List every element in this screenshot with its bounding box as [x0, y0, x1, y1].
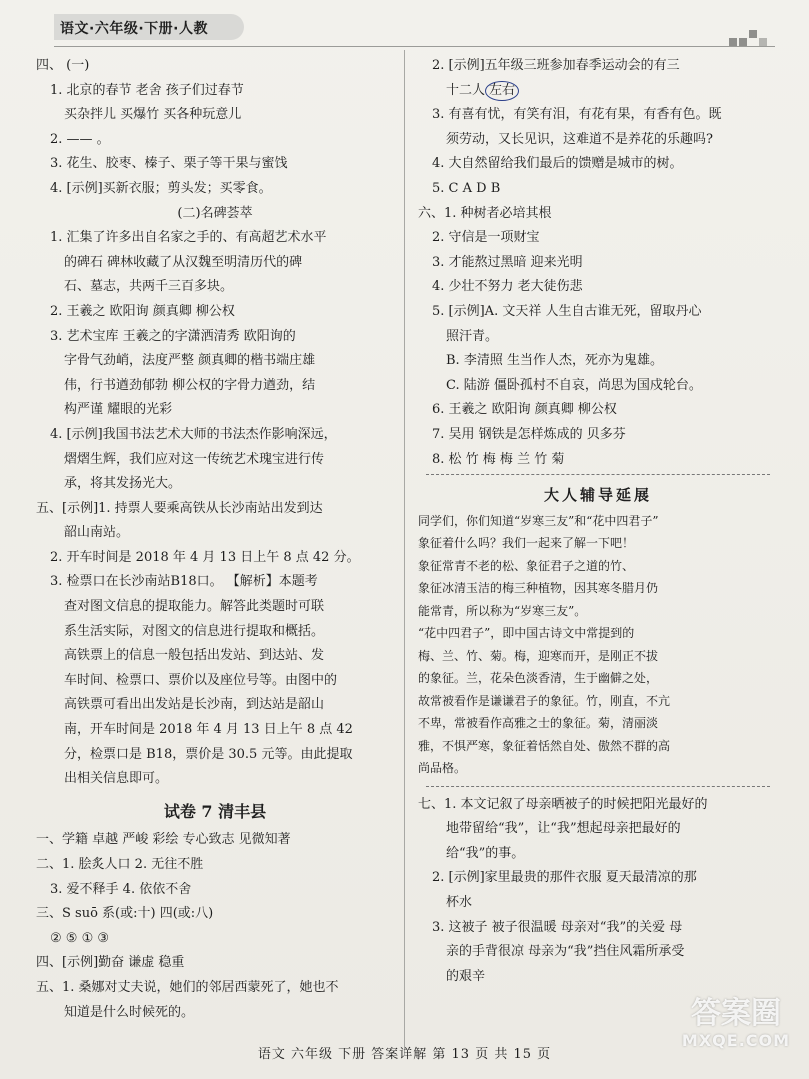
- extension-line: 象征着什么吗？我们一起来了解一下吧！: [418, 536, 635, 551]
- answer-line: 四、[示例]勤奋 谦虚 稳重: [36, 955, 185, 971]
- answer-line: 出相关信息即可。: [64, 771, 169, 787]
- extension-text: [418, 510, 778, 780]
- answer-line: 一、学籍 卓越 严峻 彩绘 专心致志 见微知著: [36, 832, 291, 848]
- answer-line: B. 李清照 生当作人杰，死亦为鬼雄。: [446, 353, 663, 369]
- answer-line: 高铁票可看出出发站是长沙南，到达站是韶山: [64, 697, 325, 713]
- extension-line: 梅、兰、竹、菊。梅，迎寒而开，是刚正不拔: [418, 648, 659, 663]
- answer-line: 3. 花生、胶枣、榛子、栗子等干果与蜜饯: [50, 156, 288, 172]
- answer-line: 7. 吴用 钢铁是怎样炼成的 贝多芬: [432, 426, 626, 442]
- answer-line: 的艰辛: [446, 968, 486, 984]
- left-column: [36, 54, 394, 1025]
- right-answers: [418, 54, 778, 472]
- header-rule: [54, 46, 775, 47]
- answer-line: 2. [示例]五年级三班参加春季运动会的有三: [432, 58, 680, 73]
- circled-word: 左右: [485, 81, 519, 101]
- answer-line: 车时间、检票口、票价以及座位号等。由图中的: [64, 672, 338, 688]
- answer-line: 地带留给“我”，让“我”想起母亲把最好的: [446, 821, 681, 837]
- answer-line: 买杂拌儿 买爆竹 买各种玩意儿: [64, 107, 242, 123]
- extension-line: 象征常青不老的松、象征君子之道的竹、: [418, 558, 635, 573]
- answer-line: 高铁票上的信息一般包括出发站、到达站、发: [64, 648, 325, 664]
- answer-line: 六、1. 种树者必培其根: [418, 205, 552, 221]
- answer-line: 4. 大自然留给我们最后的馈赠是城市的树。: [432, 156, 683, 172]
- answer-line: 1. 北京的春节 老舍 孩子们过春节: [50, 82, 244, 98]
- answer-line: 分，检票口是 B18，票价是 30.5 元等。由此提取: [64, 746, 353, 762]
- answer-line: 五、[示例]1. 持票人要乘高铁从长沙南站出发到达: [36, 500, 323, 516]
- extension-line: 的象征。兰，花朵色淡香清，生于幽僻之处，: [418, 671, 659, 686]
- answer-line: 构严谨 耀眼的光彩: [64, 402, 173, 418]
- answer-line: 七、1. 本文记叙了母亲晒被子的时候把阳光最好的: [418, 796, 708, 812]
- answer-line: 三、S suō 系(或:十) 四(或:八): [36, 906, 214, 922]
- answer-line: 伟，行书遒劲郁勃 柳公权的字骨力遒劲，结: [64, 377, 316, 393]
- extension-line: 象征冰清玉洁的梅三种植物，因其寒冬腊月仍: [418, 581, 659, 596]
- extension-line: 同学们，你们知道“岁寒三友”和“花中四君子”: [418, 513, 659, 528]
- answer-line: 3. 有喜有忧，有笑有泪，有花有果，有香有色。既: [432, 107, 722, 123]
- answer-line: 照汗青。: [446, 328, 499, 344]
- answer-line: 承，将其发扬光大。: [64, 476, 182, 492]
- answer-line: 4. [示例]买新衣服；剪头发；买零食。: [50, 180, 272, 196]
- answer-line: (二)名碑荟萃: [177, 205, 253, 221]
- answer-line: 2. 开车时间是 2018 年 4 月 13 日上午 8 点 42 分。: [50, 549, 360, 565]
- answer-line: 3. 检票口在长沙南站B18口。 【解析】本题考: [50, 574, 318, 590]
- answer-line: 6. 王羲之 欧阳询 颜真卿 柳公权: [432, 402, 617, 418]
- extension-heading: 大人辅导延展: [543, 486, 652, 505]
- answer-line: 1. 汇集了许多出自名家之手的、有高超艺术水平: [50, 230, 327, 246]
- column-divider: [404, 50, 405, 1055]
- answer-line: 3. 这被子 被子很温暖 母亲对“我”的关爱 母: [432, 919, 683, 935]
- answer-line: 5. [示例]A. 文天祥 人生自古谁无死，留取丹心: [432, 303, 702, 319]
- section-rule-bottom: [426, 786, 770, 787]
- answer-line: 石、墓志，共两千三百多块。: [64, 279, 234, 295]
- book-title: 语文·六年级·下册·人教: [60, 21, 208, 37]
- answer-line: 5. C A D B: [432, 180, 501, 196]
- answer-line: 二、1. 脍炙人口 2. 无往不胜: [36, 857, 204, 872]
- answer-line: 南，开车时间是 2018 年 4 月 13 日上午 8 点 42: [64, 722, 353, 738]
- extension-line: 尚品格。: [418, 761, 467, 776]
- answer-line: 2. [示例]家里最贵的那件衣服 夏天最清凉的那: [432, 870, 697, 886]
- answer-line: 十二人 左右: [418, 79, 778, 104]
- left-answers: [36, 54, 394, 792]
- answer-line: 3. 爱不释手 4. 依依不舍: [50, 881, 192, 897]
- answer-line: 2. 王羲之 欧阳询 颜真卿 柳公权: [50, 303, 235, 319]
- answer-line: 8. 松 竹 梅 梅 兰 竹 菊: [432, 451, 565, 467]
- extension-line: 能常青，所以称为“岁寒三友”。: [418, 603, 587, 618]
- reading-answers: [418, 793, 778, 990]
- answer-line: 的碑石 碑林收藏了从汉魏至明清历代的碑: [64, 254, 303, 270]
- answer-line: 四、 (一): [36, 58, 90, 73]
- answer-line: C. 陆游 僵卧孤村不自哀，尚思为国戍轮台。: [446, 377, 702, 393]
- site-watermark: 答案圈 MXQE.COM: [681, 996, 791, 1050]
- decorative-squares-icon: [729, 30, 769, 46]
- answer-line: 2. —— 。: [50, 131, 110, 147]
- section-rule-top: [426, 474, 770, 475]
- answer-line: 2. 守信是一项财宝: [432, 230, 540, 246]
- answer-line: ② ⑤ ① ③: [50, 930, 110, 946]
- answer-line: 须劳动，又长见识，这难道不是养花的乐趣吗?: [446, 131, 713, 147]
- extension-line: 故常被看作是谦谦君子的象征。竹，刚直，不亢: [418, 693, 671, 708]
- extension-line: “花中四君子”，即中国古诗文中常提到的: [418, 626, 635, 641]
- page-footer: 语文 六年级 下册 答案详解 第 13 页 共 15 页: [257, 1047, 552, 1062]
- right-column: [418, 54, 778, 989]
- answer-line: 五、1. 桑娜对丈夫说，她们的邻居西蒙死了，她也不: [36, 979, 339, 995]
- answer-line: 4. 少壮不努力 老大徒伤悲: [432, 279, 583, 295]
- answer-line: 3. 才能熬过黑暗 迎来光明: [432, 254, 583, 270]
- extension-line: 不卑，常被看作高雅之士的象征。菊，清丽淡: [418, 716, 659, 731]
- extension-line: 雅，不惧严寒，象征着恬然自处、傲然不群的高: [418, 738, 671, 753]
- answer-line: 给“我”的事。: [446, 845, 525, 861]
- answer-line: 杯水: [446, 895, 473, 911]
- exam-answers: [36, 828, 394, 1025]
- answer-line: 字骨气劲峭，法度严整 颜真卿的楷书端庄雄: [64, 353, 316, 369]
- exam-title: 试卷 7 清丰县: [163, 801, 267, 821]
- answer-line: 韶山南站。: [64, 525, 130, 541]
- answer-line: 系生活实际，对图文的信息进行提取和概括。: [64, 623, 325, 639]
- answer-line: 熠熠生辉，我们应对这一传统艺术瑰宝进行传: [64, 451, 325, 467]
- answer-line: 4. [示例]我国书法艺术大师的书法杰作影响深远，: [50, 426, 337, 442]
- answer-line: 亲的手背很凉 母亲为“我”挡住风霜所承受: [446, 944, 685, 960]
- answer-line: 3. 艺术宝库 王羲之的字潇洒清秀 欧阳询的: [50, 328, 296, 344]
- answer-line: 查对图文信息的提取能力。解答此类题时可联: [64, 599, 325, 615]
- answer-line: 知道是什么时候死的。: [64, 1004, 195, 1020]
